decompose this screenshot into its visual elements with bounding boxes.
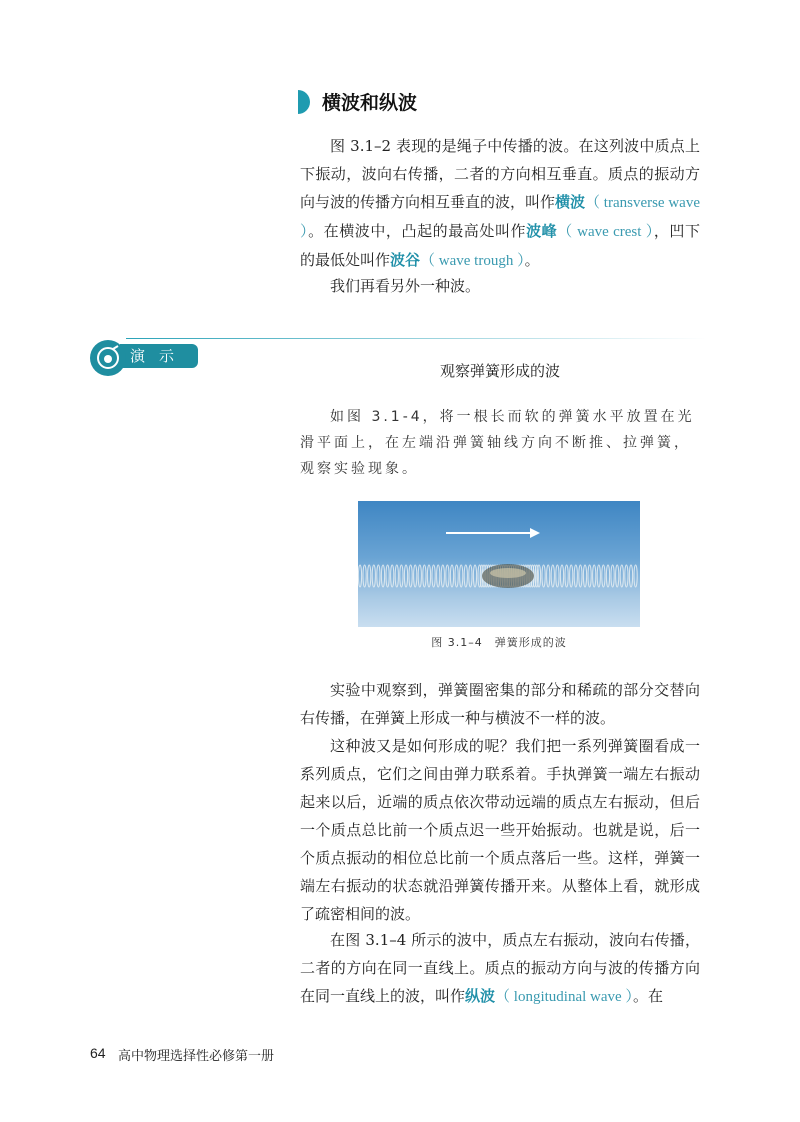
spring-coil	[404, 565, 407, 587]
spring-coil	[455, 565, 458, 587]
demo-divider	[126, 338, 706, 339]
demo-label: 演示	[120, 344, 198, 368]
spring-coil	[570, 565, 573, 587]
term-wave-crest: 波峰	[526, 222, 558, 240]
spring-coil	[597, 565, 600, 587]
spring-coil	[574, 565, 577, 587]
spring-coil	[372, 565, 375, 587]
demo-title: 观察弹簧形成的波	[439, 362, 560, 380]
spring-coil	[560, 565, 563, 587]
spring-coil	[565, 565, 568, 587]
spring-coil	[368, 565, 371, 587]
direction-arrow-head	[530, 528, 540, 538]
spring-coil	[409, 565, 412, 587]
spring-coil	[583, 565, 586, 587]
spring-coil	[556, 565, 559, 587]
spring-coil	[616, 565, 619, 587]
spring-coil	[391, 565, 394, 587]
spring-coil	[602, 565, 605, 587]
term-transverse-wave: 横波	[555, 193, 586, 211]
spring-coil	[381, 565, 384, 587]
spring-coil	[377, 565, 380, 587]
book-title: 高中物理选择性必修第一册	[118, 1049, 275, 1064]
spring-coil	[629, 565, 632, 587]
spring-coil	[386, 565, 389, 587]
spring-coil	[469, 565, 472, 587]
spring-coil	[537, 565, 540, 587]
paragraph-transverse: 图 3.1–2 表现的是绳子中传播的波。在这列波中质点上下振动，波向右传播，二者的方向相互垂直。质点的振动方向与波的传播方向相互垂直的波，叫作横波（ transverse wave ）。在横波中，凸起的最高处叫作波峰（ wave crest ），凹下的最低处叫作波谷（ wave trough ）。	[300, 137, 700, 269]
spring-coil	[634, 565, 637, 587]
section-marker	[298, 90, 310, 114]
spring-coil	[363, 565, 366, 587]
section-title: 横波和纵波	[322, 92, 418, 114]
spring-coil	[464, 565, 467, 587]
spring-wave-figure	[358, 501, 640, 627]
spring-coil	[427, 565, 430, 587]
spring-coil	[450, 565, 453, 587]
demo-instructions: 如图 3.1-4，将一根长而软的弹簧水平放置在光滑平面上，在左端沿弹簧轴线方向不断推、拉弹簧，观察实验现象。	[300, 409, 695, 477]
paragraph-longitudinal: 在图 3.1–4 所示的波中，质点左右振动，波向右传播，二者的方向在同一直线上。质点的振动方向与波的传播方向在同一直线上的波，叫作纵波（ longitudinal wave ）。在	[300, 931, 700, 1005]
spring-coil	[551, 565, 554, 587]
figure-caption: 图 3.1–4 弹簧形成的波	[431, 636, 567, 649]
spring-wave-image	[358, 501, 640, 627]
paragraph-observation: 实验中观察到，弹簧圈密集的部分和稀疏的部分交替向右传播，在弹簧上形成一种与横波不一样的波。	[300, 681, 700, 727]
spring-coil	[547, 565, 550, 587]
spring-coil	[395, 565, 398, 587]
spring-coil	[542, 565, 545, 587]
page-number: 64	[90, 1045, 106, 1061]
paragraph-explanation: 这种波又是如何形成的呢？我们把一系列弹簧圈看成一系列质点，它们之间由弹力联系着。手执弹簧一端左右振动起来以后，近端的质点依次带动远端的质点左右振动，但后一个质点总比前一个质点迟一些开始振动。也就是说，后一个质点振动的相位总比前一个质点落后一些。这样，弹簧一端左右振动的状态就沿弹簧传播开来。从整体上看，就形成了疏密相间的波。	[300, 737, 700, 923]
spring-coil	[588, 565, 591, 587]
spring-coil	[625, 565, 628, 587]
spring-coil	[437, 565, 440, 587]
demo-badge	[90, 340, 126, 376]
paragraph-another-wave: 我们再看另外一种波。	[330, 277, 481, 295]
spring-coil	[418, 565, 421, 587]
spring-coil	[473, 565, 476, 587]
spring-coil	[441, 565, 444, 587]
term-wave-trough: 波谷	[390, 251, 421, 269]
spring-coil	[358, 565, 361, 587]
spring-coil	[611, 565, 614, 587]
spring-coil	[593, 565, 596, 587]
spring-coil	[432, 565, 435, 587]
spring-coil	[423, 565, 426, 587]
spring-coil	[460, 565, 463, 587]
term-longitudinal-wave: 纵波	[465, 987, 496, 1005]
spring-coil	[400, 565, 403, 587]
spring-coil	[579, 565, 582, 587]
spring-coil	[446, 565, 449, 587]
demo-eye-icon	[95, 345, 121, 371]
spring-coil	[620, 565, 623, 587]
spring-coil	[606, 565, 609, 587]
spring-coil	[414, 565, 417, 587]
